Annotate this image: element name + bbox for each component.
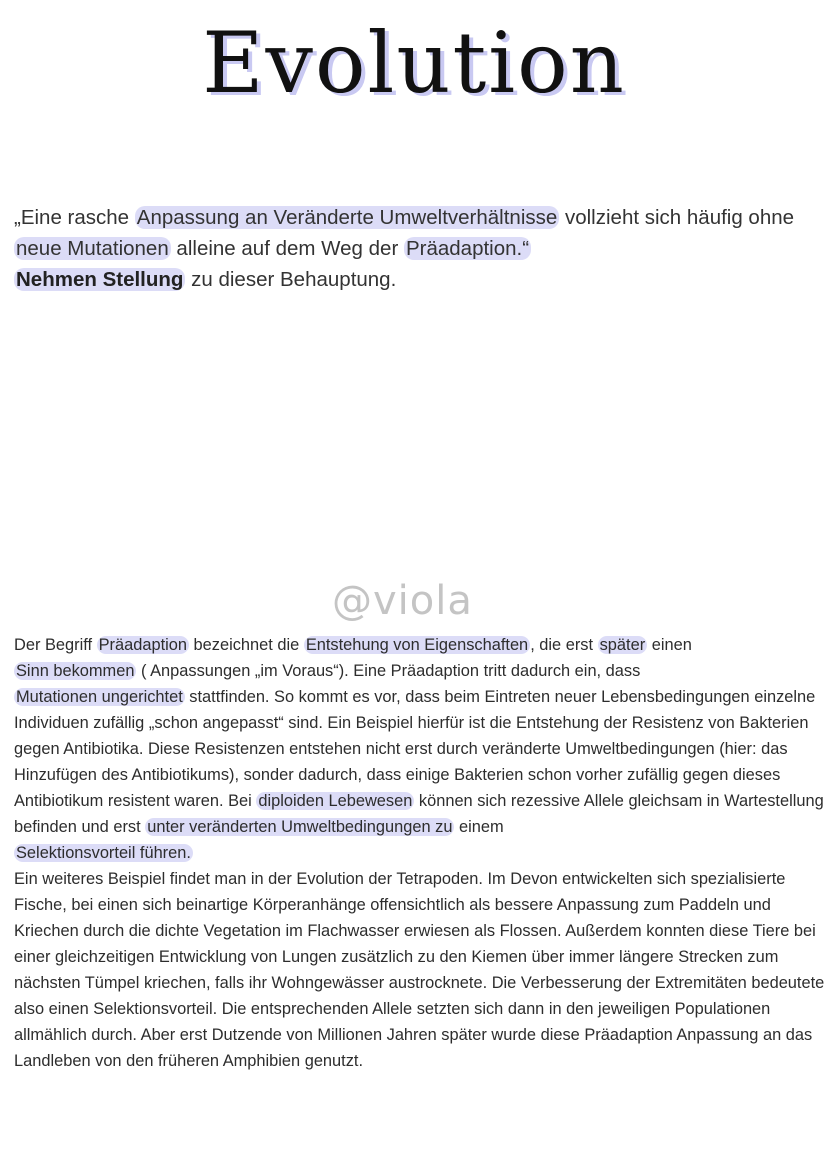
highlight-praeadaption: Präadaption.“ xyxy=(405,237,530,260)
text-run: einen xyxy=(647,636,692,654)
highlight-term: Sinn bekommen xyxy=(16,662,135,680)
highlight-term: später xyxy=(599,636,646,654)
highlight-term: unter veränderten Umweltbedingungen zu xyxy=(147,818,453,836)
task-question xyxy=(14,202,804,295)
highlight-term: Entstehung von Eigenschaften xyxy=(305,636,529,654)
highlight-term: diploiden Lebewesen xyxy=(258,792,413,810)
paragraph-2: Ein weiteres Beispiel findet man in der Evolution der Tetrapoden. Im Devon entwickelten sich spezialisierte Fische, bei einen sich beinartige Körperanhänge offensichtlich als bessere Anpassung zum Paddeln und Kriechen durch die dichte Vegetation im Flachwasser erwiesen als Flossen. Außerdem konnten diese Tiere bei einer gleichzeitigen Entwicklung von Lungen zusätzlich zu den Kiemen über immer längere Strecken zum nächsten Tümpel kriechen, falls ihr Wohngewässer austrocknete. Die Verbesserung der Extremitäten bedeutete also einen Selektionsvorteil. Die entsprechenden Allele setzten sich dann in den jeweiligen Populationen allmählich durch. Aber erst Dutzende von Millionen Jahren später wurde diese Präadaption Anpassung an das Landleben von den früheren Amphibien genutzt. xyxy=(14,870,825,1070)
answer-text xyxy=(14,632,828,1074)
question-text: „Eine rasche xyxy=(14,206,135,229)
highlight-term: Selektionsvorteil führen. xyxy=(16,844,191,862)
page-title: Evolution xyxy=(202,14,626,112)
text-run: ( Anpassungen „im Voraus“). Eine Präadaption tritt dadurch ein, dass xyxy=(136,662,641,680)
text-run: können sich rezessive Allele gleichsam in Wartestellung befinden und erst xyxy=(14,792,824,836)
highlight-term: Mutationen ungerichtet xyxy=(16,688,183,706)
question-text: alleine auf dem Weg der xyxy=(170,237,404,260)
highlight-neue-mutationen: neue Mutationen xyxy=(16,237,169,260)
paragraph-1 xyxy=(14,632,828,866)
text-run: , die erst xyxy=(530,636,598,654)
text-run: Der Begriff xyxy=(14,636,97,654)
instruction-rest: zu dieser Behauptung. xyxy=(185,268,397,291)
text-run: stattfinden. So kommt es vor, dass beim Eintreten neuer Lebensbedingungen einzelne Individuen zufällig „schon angepasst“ sind. Ein Beispiel hierfür ist die Entstehung der Resistenz von Bakterien gegen Antibiotika. Diese Resistenzen entstehen nicht erst durch veränderte Umweltbedingungen (hier: das Hinzufügen des Antibiotikums), sonder dadurch, dass einige Bakterien schon vorher zufällig gegen dieses Antibiotikum resistent waren. Bei xyxy=(14,688,816,810)
text-run: bezeichnet die xyxy=(189,636,304,654)
highlight-term: Präadaption xyxy=(98,636,187,654)
question-text: vollzieht sich häufig ohne xyxy=(559,206,795,229)
text-run: einem xyxy=(454,818,504,836)
instruction-bold: Nehmen Stellung xyxy=(16,268,184,291)
watermark: @viola xyxy=(332,578,473,624)
highlight-anpassung: Anpassung an Veränderte Umweltverhältnisse xyxy=(136,206,558,229)
